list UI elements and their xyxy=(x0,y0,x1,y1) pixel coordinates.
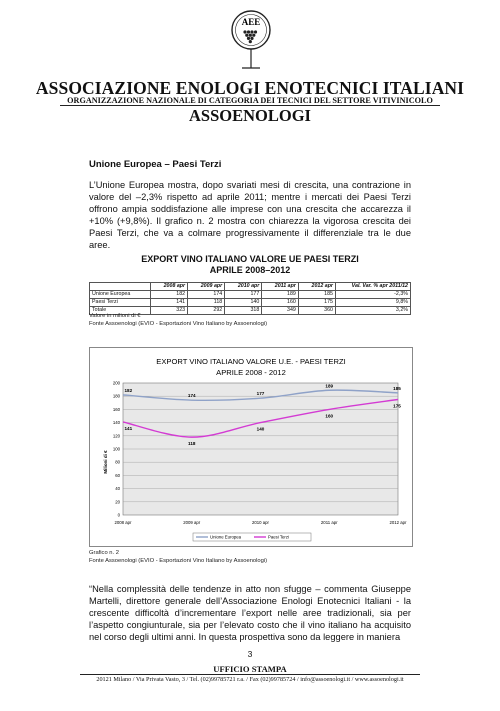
organization-subtitle: ORGANIZZAZIONE NAZIONALE DI CATEGORIA DEI TECNICI DEL SETTORE VITIVINICOLO xyxy=(67,96,433,105)
table-cell: 160 xyxy=(262,299,299,307)
y-tick-label: 40 xyxy=(115,486,120,492)
y-tick-label: 60 xyxy=(115,472,120,478)
table-unit-note: Valore in milioni di € xyxy=(89,313,141,319)
data-label: 140 xyxy=(256,426,265,432)
x-tick-label: 2010 apr xyxy=(252,520,269,525)
y-tick-label: 120 xyxy=(112,433,120,439)
chart-title: EXPORT VINO ITALIANO VALORE U.E. - PAESI TERZI xyxy=(156,357,346,366)
table-cell: Paesi Terzi xyxy=(90,299,151,307)
table-cell: 349 xyxy=(262,307,299,315)
table-header-cell: Val. Var. % apr 2011/12 xyxy=(336,283,411,291)
data-label: 182 xyxy=(124,387,133,393)
table-cell: 360 xyxy=(298,307,335,315)
table-header-row xyxy=(90,283,411,291)
table-header-cell: 2010 apr xyxy=(225,283,262,291)
table-header-cell xyxy=(90,283,151,291)
legend-label: Paesi Terzi xyxy=(268,534,289,540)
table-header-cell: 2009 apr xyxy=(188,283,225,291)
x-tick-label: 2009 apr xyxy=(183,520,201,525)
intro-paragraph: L’Unione Europea mostra, dopo svariati mesi di crescita, una contrazione in valore del –2,3% rispetto ad aprile 2011; mentre i mercati dei Paesi Terzi offrono ampia soddisfazione alle imprese con una crescita che accarezza il +10% (+9,8%). Il grafico n. 2 mostra con chiarezza la vigorosa crescita dei Paesi Terzi, che va a colmare progressivamente il differenziale tra le due aree. xyxy=(89,180,411,251)
table-cell: 177 xyxy=(225,291,262,299)
y-tick-label: 20 xyxy=(115,499,120,505)
chart-subtitle: APRILE 2008 - 2012 xyxy=(216,368,286,377)
chart-source-note: Fonte Assoenologi (EVIO - Esportazioni Vino Italiano by Assoenologi) xyxy=(89,558,268,564)
table-cell: 140 xyxy=(225,299,262,307)
y-tick-label: 200 xyxy=(112,380,120,386)
table-cell: 189 xyxy=(262,291,299,299)
table-cell: -2,3% xyxy=(336,291,411,299)
table-cell: 175 xyxy=(298,299,335,307)
table-row xyxy=(90,291,411,299)
table-header-cell: 2011 apr xyxy=(262,283,299,291)
table-cell: 292 xyxy=(188,307,225,315)
x-tick-label: 2012 apr xyxy=(389,520,407,525)
x-tick-label: 2011 apr xyxy=(320,520,338,525)
association-logo xyxy=(230,8,272,70)
data-label: 141 xyxy=(124,425,133,431)
data-label: 118 xyxy=(188,441,196,447)
table-row xyxy=(90,299,411,307)
page-number: 3 xyxy=(247,649,253,659)
data-label: 185 xyxy=(393,385,401,391)
y-tick-label: 100 xyxy=(112,446,120,452)
y-tick-label: 180 xyxy=(112,393,120,399)
chart-y-axis-label: Milioni di € xyxy=(103,450,108,474)
data-label: 160 xyxy=(325,413,334,419)
organization-title: ASSOCIAZIONE ENOLOGI ENOTECNICI ITALIANI xyxy=(35,78,465,98)
chart-caption: Grafico n. 2 xyxy=(89,550,119,556)
table-source-note: Fonte Assoenologi (EVIO - Esportazioni Vino Italiano by Assoenologi) xyxy=(89,321,268,327)
table-cell: 182 xyxy=(151,291,188,299)
y-tick-label: 160 xyxy=(112,406,120,412)
footer-title: UFFICIO STAMPA xyxy=(213,664,287,674)
section-title: Unione Europea – Paesi Terzi xyxy=(89,159,222,170)
table-cell: 185 xyxy=(298,291,335,299)
data-label: 189 xyxy=(325,383,334,389)
table-header-cell: 2012 apr xyxy=(298,283,335,291)
data-label: 175 xyxy=(393,403,401,409)
table-cell: 174 xyxy=(188,291,225,299)
footer-address: 20121 Milano / Via Privata Vasto, 3 / Tel. (02)99785721 r.a. / Fax (02)99785724 / info@assoenologi.it / www.assoenologi.it xyxy=(96,676,404,683)
table-title: EXPORT VINO ITALIANO VALORE UE PAESI TERZI xyxy=(141,254,359,264)
data-label: 177 xyxy=(256,391,265,397)
y-tick-label: 140 xyxy=(112,420,120,426)
organization-brand: ASSOENOLOGI xyxy=(189,106,311,125)
table-cell: 118 xyxy=(188,299,225,307)
table-header-cell: 2008 apr xyxy=(151,283,188,291)
chart-container xyxy=(89,347,413,547)
table-cell: Unione Europea xyxy=(90,291,151,299)
table-cell: 3,2% xyxy=(336,307,411,315)
data-label: 174 xyxy=(187,393,196,399)
footer-divider xyxy=(80,674,420,675)
export-line-chart xyxy=(90,348,412,546)
legend-label: Unione Europea xyxy=(210,534,242,540)
table-cell: Totale xyxy=(90,307,151,315)
quote-paragraph: “Nella complessità delle tendenze in atto non sfugge – commenta Giuseppe Martelli, direttore generale dell’Associazione Enologi Enotecnici Italiani - la crescente difficoltà d’incrementare l’export nelle aree tradizionali, sia per l’aspetto congiunturale, sia per l’elevato costo che il vino italiano ha acquisito nel corso degli ultimi anni. In questa prospettiva sono da leggere in maniera xyxy=(89,584,411,643)
y-tick-label: 0 xyxy=(117,512,120,518)
table-subtitle: APRILE 2008–2012 xyxy=(209,265,291,275)
y-tick-label: 80 xyxy=(115,459,120,465)
table-cell: 141 xyxy=(151,299,188,307)
x-tick-label: 2008 apr xyxy=(114,520,132,525)
table-cell: 318 xyxy=(225,307,262,315)
export-table xyxy=(89,282,411,315)
table-cell: 323 xyxy=(151,307,188,315)
logo-text: AEE xyxy=(241,17,261,27)
table-cell: 9,8% xyxy=(336,299,411,307)
